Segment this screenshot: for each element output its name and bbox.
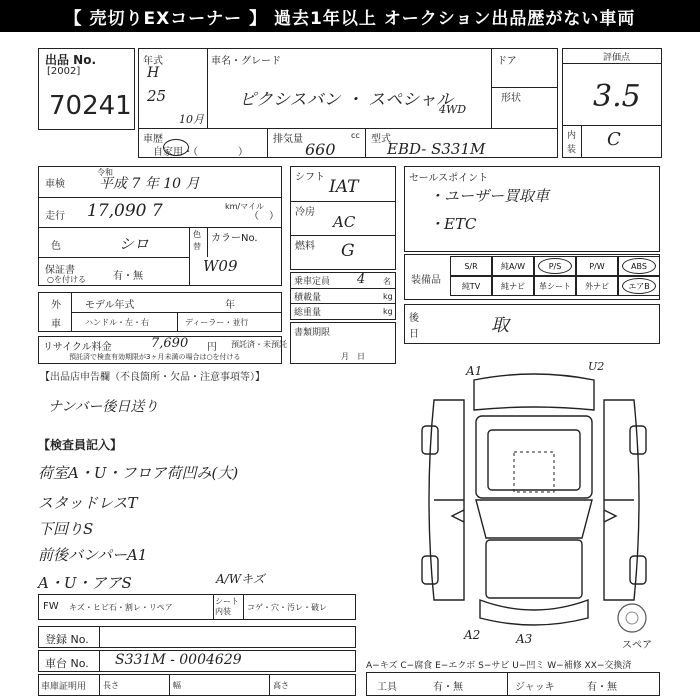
diagram-spare-label: スペア (622, 640, 652, 651)
import-model-year-label: モデル年式 (85, 300, 135, 311)
doc-period-unit: 月 日 (341, 352, 365, 361)
car-hood-outline (486, 540, 582, 598)
color-value: シロ (119, 235, 150, 253)
declaration-label: 【出品店申告欄（不良箇所・欠品・注意事項等）】 (40, 372, 265, 383)
chassis-row (38, 650, 356, 672)
equipment-item: 純A/W (492, 256, 534, 276)
drivetrain-block (290, 166, 396, 270)
lot-year-tag: [2002] (47, 66, 81, 77)
equipment-item: P/S (534, 256, 576, 276)
car-windshield-outline (476, 500, 592, 538)
inspector-line-1: 荷室A・U・フロア荷凹み(大) (38, 464, 239, 482)
capacity-label: 乗車定員 (294, 277, 331, 287)
inspection-value: 平成 7 年 10 月 (99, 176, 200, 192)
cert-height: 高さ (273, 681, 289, 690)
car-front-bumper (480, 600, 588, 625)
inspector-line-4: 前後バンパーA1 (38, 546, 148, 564)
sales-point-line2: ・ETC (429, 215, 477, 233)
registration-row (38, 626, 356, 648)
aircon-value: AC (333, 213, 356, 231)
era-year: 25 (147, 87, 167, 105)
inspector-label: 【検査員記入】 (38, 438, 123, 452)
page-banner: 【 売切りEXコーナー 】 過去1年以上 オークション出品歴がない車両 (0, 0, 700, 32)
import-label-2: 車 (51, 319, 61, 330)
aircon-label: 冷房 (295, 207, 315, 218)
equipment-item: ABS (618, 256, 660, 276)
capacity-unit: 名 (383, 277, 391, 286)
gross-label: 総重量 (294, 308, 322, 318)
vehicle-header-box (138, 48, 558, 130)
fw-label: FW (43, 601, 59, 612)
color-no: W09 (203, 257, 238, 275)
import-year-unit: 年 (225, 300, 235, 311)
import-dealer: ディーラー・並行 (185, 318, 249, 327)
tools-label: 工具 (377, 682, 397, 693)
diagram-a3: A3 (516, 632, 533, 646)
fuel-value: G (341, 241, 355, 261)
car-damage-diagram (404, 360, 666, 656)
displacement-unit: cc (351, 131, 360, 140)
tools-row (366, 672, 660, 696)
mileage-value: 17,090 7 (87, 201, 163, 221)
inspection-block (38, 166, 282, 286)
equipment-item: 純ナビ (492, 276, 534, 296)
score-value: 3.5 (593, 79, 641, 114)
tools-value: 有・無 (433, 682, 463, 693)
mileage-paren: （ ） (249, 211, 279, 222)
recycle-label: リサイクル料金 (43, 342, 112, 353)
interior-label-2: 装 (567, 145, 577, 155)
fw-sheet-label: シート内装 (215, 597, 239, 616)
diagram-a2: A2 (464, 628, 481, 642)
color-change-label: 色替 (193, 230, 201, 251)
equipment-item: P/W (576, 256, 618, 276)
damage-legend: A−キズ C−腐食 E−エクボ S−サビ U−凹ミ W−補修 XX−交換済 (366, 661, 632, 671)
spare-tire-icon (618, 604, 646, 632)
fw-sheet-value: コゲ・穴・汚レ・破レ (247, 603, 327, 612)
load-unit: kg (383, 292, 393, 301)
displacement-label: 排気量 (273, 134, 303, 145)
diagram-a1: A1 (466, 364, 483, 378)
lot-number: 70241 (49, 91, 132, 121)
import-label-1: 外 (51, 300, 61, 311)
recycle-status: 預託済・未預託 (231, 340, 287, 349)
era-label: 年式 (143, 56, 163, 67)
door-label: ドア (497, 56, 517, 67)
recycle-note: 預託済で検査有効期限が3ヶ月未満の場合は○を付ける (69, 353, 241, 361)
car-drive: 4WD (439, 103, 467, 116)
cert-width: 幅 (173, 681, 181, 690)
rear-label-1: 後 (409, 313, 419, 324)
capacity-value: 4 (357, 272, 366, 287)
usage-value: 自家用・（ ） (153, 147, 248, 158)
jack-value: 有・無 (587, 682, 617, 693)
score-box (562, 48, 662, 158)
recycle-unit: 円 (207, 342, 217, 353)
doc-period-block (290, 322, 396, 364)
equipment-item: S/R (450, 256, 492, 276)
era-value: H (147, 65, 160, 81)
era-month: 10月 (179, 113, 204, 126)
recycle-value: 7,690 (151, 336, 189, 351)
car-cargo-outline (476, 416, 592, 498)
shift-value: IAT (329, 177, 359, 197)
diagram-u2: U2 (588, 360, 605, 373)
import-handle: ハンドル・左・右 (85, 318, 149, 327)
inspector-line-3: 下回りS (38, 520, 94, 538)
wheel-front-left (422, 556, 438, 584)
rear-block (404, 304, 660, 344)
warranty-label: 保証書 (45, 265, 75, 276)
cargo-floor-damage-mark (514, 452, 554, 492)
inspection-label: 車検 (45, 179, 65, 190)
equipment-label: 装備品 (411, 275, 441, 286)
gross-unit: kg (383, 307, 393, 316)
cert-label: 車庫証明用 (41, 682, 87, 692)
model-label: 型式 (371, 134, 391, 145)
sales-point-line1: ・ユーザー買取車 (429, 187, 550, 205)
fw-row (38, 594, 356, 620)
capacity-block (290, 272, 396, 320)
car-name: ピクシスバン ・ スペシャル (239, 90, 453, 110)
wheel-front-right (630, 556, 646, 584)
fw-value: キズ・ヒビ石・割レ・リペア (69, 603, 173, 612)
equipment-item: エアB (618, 276, 660, 296)
shift-label: シフト (295, 172, 325, 183)
equipment-item: 革シート (534, 276, 576, 296)
lot-number-box (38, 48, 135, 130)
equipment-item: 純TV (450, 276, 492, 296)
chassis-label: 車台 No. (45, 657, 89, 670)
chassis-value: S331M - 0004629 (115, 652, 242, 668)
inspector-aw-note: A/Wキズ (216, 572, 265, 586)
lot-label: 出品 No. (45, 53, 97, 67)
usage-circle (163, 139, 189, 156)
mileage-unit: km/マイル (225, 202, 264, 211)
color-no-label: カラーNo. (211, 233, 258, 244)
car-roof-outline (488, 430, 580, 490)
recycle-block (38, 336, 287, 364)
fuel-label: 燃料 (295, 241, 315, 252)
equipment-item: 外ナビ (576, 276, 618, 296)
spec-row (138, 128, 558, 158)
declaration-note: ナンバー後日送り (48, 399, 159, 415)
inspection-era-note: 令和 (97, 168, 113, 177)
registration-label: 登録 No. (45, 633, 89, 646)
jack-label: ジャッキ (515, 682, 555, 693)
car-name-label: 車名・グレード (211, 56, 281, 67)
cert-row (38, 674, 356, 696)
sales-point-block (404, 166, 660, 252)
import-block (38, 292, 282, 332)
score-label: 評価点 (603, 53, 631, 63)
rear-value: 取 (491, 315, 509, 336)
warranty-sub: ○を付ける (47, 275, 86, 284)
sales-point-label: セールスポイント (409, 173, 489, 184)
usage-label: 車歴 (143, 134, 163, 145)
model-value: EBD- S331M (387, 140, 486, 158)
displacement-value: 660 (305, 140, 336, 159)
rear-label-2: 日 (409, 329, 419, 340)
cert-length: 長さ (103, 681, 119, 690)
doc-period-label: 書類期限 (294, 328, 331, 338)
inspector-line-2: スタッドレスT (38, 494, 138, 512)
load-label: 積載量 (294, 293, 322, 303)
shape-label: 形状 (501, 93, 521, 104)
mileage-label: 走行 (45, 211, 65, 222)
interior-value: C (607, 129, 621, 150)
color-label: 色 (51, 241, 61, 252)
warranty-value: 有・無 (113, 271, 143, 282)
car-rear-outline (474, 374, 594, 410)
interior-label-1: 内 (567, 131, 577, 141)
inspector-line-5: A・U・アアS (38, 574, 132, 592)
